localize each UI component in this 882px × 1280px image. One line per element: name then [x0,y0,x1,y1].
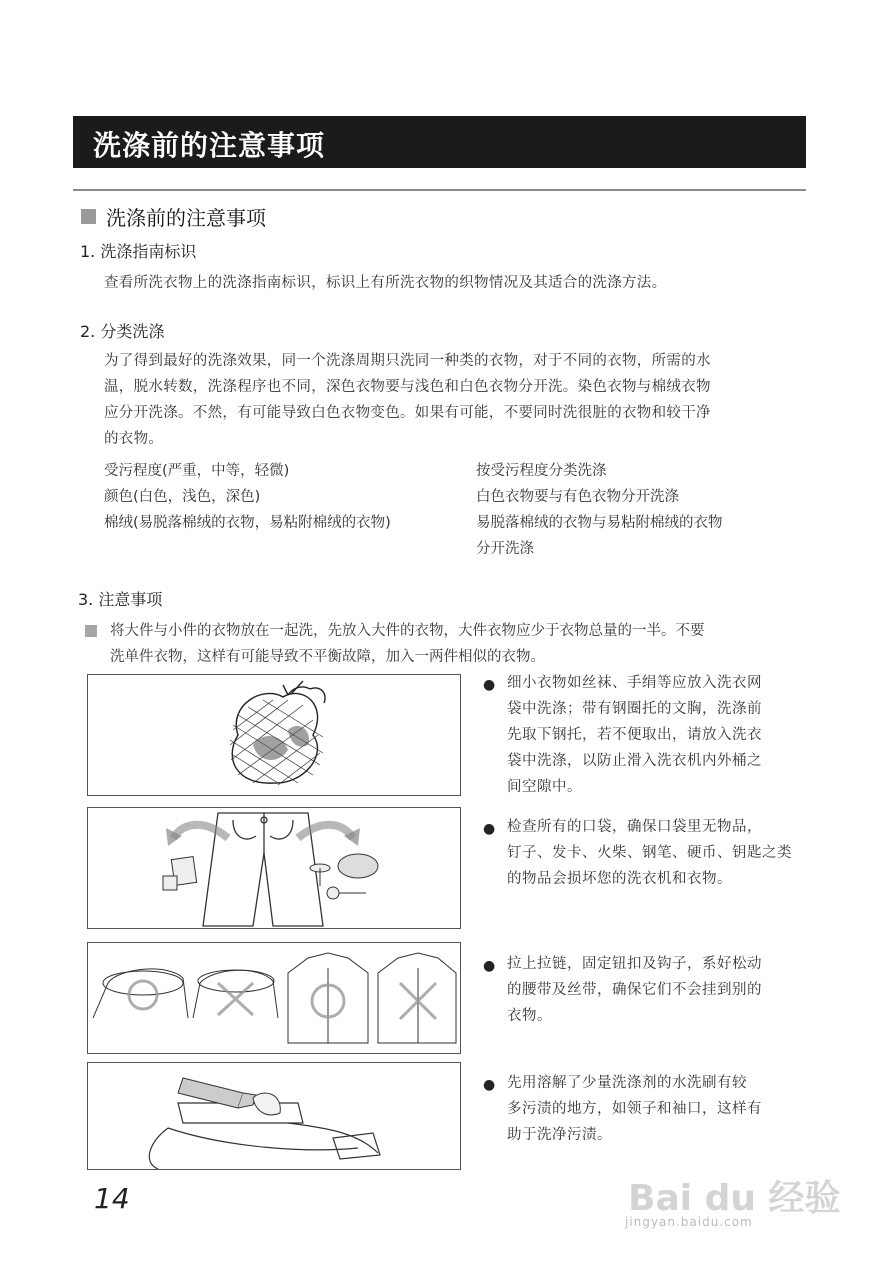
bullet-line: 衣物。 [507,1008,552,1024]
bullet-fasten [507,951,797,1029]
divider [73,189,806,191]
note-line: 将大件与小件的衣物放在一起洗，先放入大件的衣物，大件衣物应少于衣物总量的一半。不要 [110,623,705,639]
page-title: 洗涤前的注意事项 [93,129,326,162]
note-line: 洗单件衣物，这样有可能导致不平衡故障，加入一两件相似的衣物。 [110,649,545,665]
bullet-line: 钉子、发卡、火柴、钢笔、硬币、钥匙之类 [507,845,792,861]
bullet-pockets [507,814,797,892]
criteria-item: 颜色(白色，浅色，深色) [104,489,261,505]
bullet-line: 先用溶解了少量洗涤剂的水洗刷有较 [507,1075,747,1091]
page-number: 14 [94,1182,130,1215]
fasten-clothes-illustration [87,942,461,1054]
watermark-url: jingyan.baidu.com [625,1215,753,1229]
criteria-item: 棉绒(易脱落棉绒的衣物，易粘附棉绒的衣物) [104,515,391,531]
bullet-line: 检查所有的口袋，确保口袋里无物品， [507,819,762,835]
criteria-item: 受污程度(严重，中等，轻微) [104,463,290,479]
bullet-dot: ● [483,1077,496,1093]
section-title: 洗涤前的注意事项 [106,206,266,230]
paragraph-line: 温，脱水转数，洗涤程序也不同，深色衣物要与浅色和白色衣物分开洗。染色衣物与棉绒衣物 [104,379,711,395]
method-item: 分开洗涤 [476,541,534,557]
load-note [110,618,800,670]
paragraph-line: 的衣物。 [104,431,164,447]
method-item: 易脱落棉绒的衣物与易粘附棉绒的衣物 [476,515,723,531]
bullet-line: 细小衣物如丝袜、手绢等应放入洗衣网 [507,675,762,691]
item1-text: 查看所洗衣物上的洗涤指南标识，标识上有所洗衣物的织物情况及其适合的洗涤方法。 [104,275,667,291]
item2-paragraph [104,348,804,452]
paragraph-line: 为了得到最好的洗涤效果，同一个洗涤周期只洗同一种类的衣物，对于不同的衣物，所需的水 [104,353,711,369]
item3-heading: 3. 注意事项 [78,590,163,609]
item2-heading: 2. 分类洗涤 [80,322,165,341]
item1-heading: 1. 洗涤指南标识 [80,242,197,261]
watermark-logo: Bai du 经验 [628,1178,841,1219]
bullet-line: 的腰带及丝带，确保它们不会挂到别的 [507,982,762,998]
sort-method-column [476,458,723,562]
bullet-line: 间空隙中。 [507,779,582,795]
sort-criteria-column [104,458,391,536]
section-marker [81,209,96,224]
method-item: 白色衣物要与有色衣物分开洗涤 [476,489,679,505]
bullet-line: 的物品会损坏您的洗衣机和衣物。 [507,871,732,887]
title-banner [73,116,806,168]
bullet-dot: ● [483,821,496,837]
bullet-dot: ● [483,677,496,693]
bullet-line: 袋中洗涤；带有钢圈托的文胸，洗涤前 [507,701,762,717]
method-item: 按受污程度分类洗涤 [476,463,607,479]
paragraph-line: 应分开洗涤。不然，有可能导致白色衣物变色。如果有可能，不要同时洗很脏的衣物和较干净 [104,405,711,421]
bullet-line: 拉上拉链，固定钮扣及钩子，系好松动 [507,956,762,972]
bullet-line: 先取下钢托，若不便取出，请放入洗衣 [507,727,762,743]
bullet-line: 多污渍的地方，如领子和袖口，这样有 [507,1101,762,1117]
laundry-bag-illustration [87,674,461,796]
empty-pockets-illustration [87,807,461,929]
bullet-line: 助于洗净污渍。 [507,1127,612,1143]
pretreat-stains-illustration [87,1062,461,1170]
bullet-dot: ● [483,958,496,974]
note-marker [85,625,97,637]
bullet-laundry-bag [507,670,797,800]
bullet-line: 袋中洗涤，以防止滑入洗衣机内外桶之 [507,753,762,769]
bullet-pretreat [507,1070,797,1148]
